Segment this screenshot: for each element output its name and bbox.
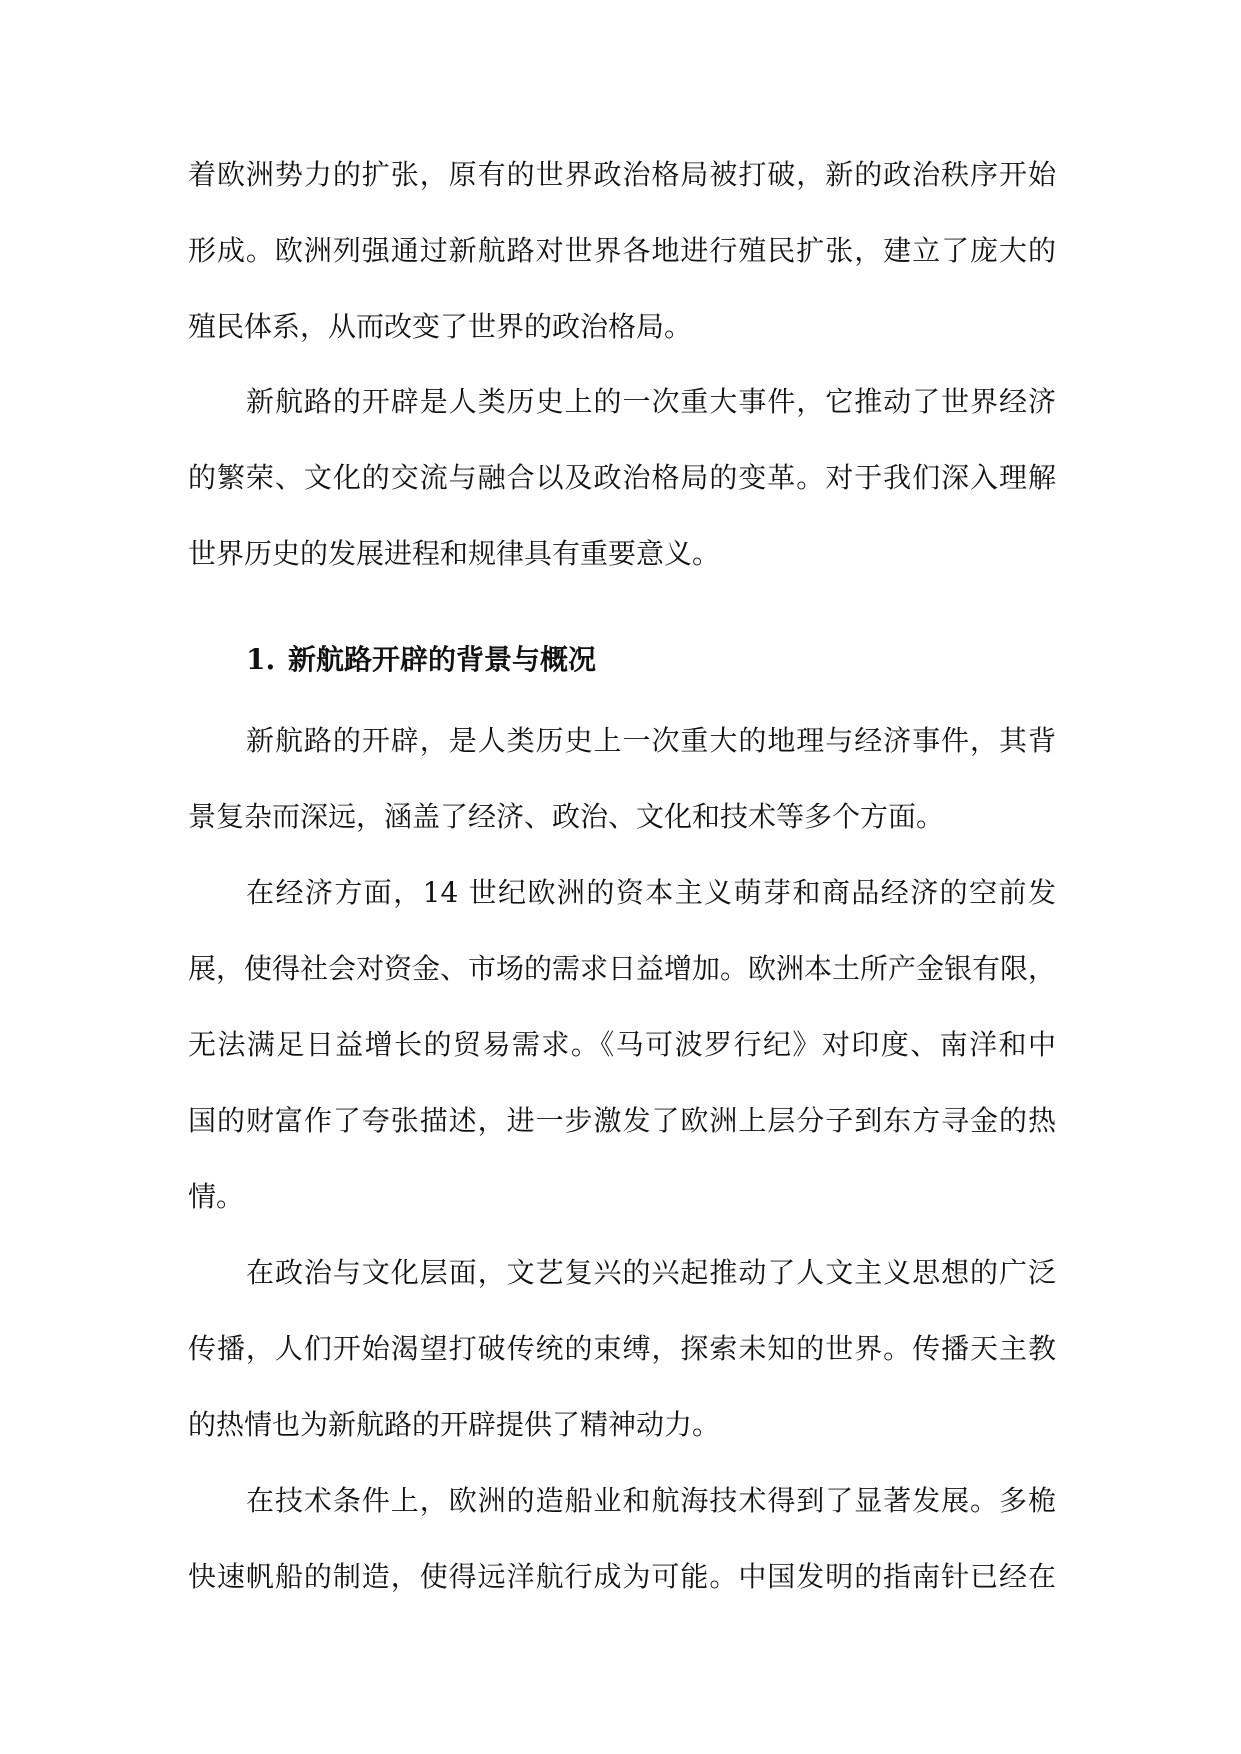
- paragraph-line: 新航路的开辟是人类历史上的一次重大事件，它推动了世界经济: [246, 385, 1056, 418]
- paragraph-line: 情。: [188, 1180, 245, 1213]
- paragraph-line: 景复杂而深远，涵盖了经济、政治、文化和技术等多个方面。: [188, 800, 945, 833]
- paragraph-line: 在技术条件上，欧洲的造船业和航海技术得到了显著发展。多桅: [246, 1484, 1056, 1517]
- paragraph-line: 在经济方面，14 世纪欧洲的资本主义萌芽和商品经济的空前发: [246, 876, 1056, 909]
- section-heading-text: 新航路开辟的背景与概况: [288, 643, 597, 676]
- section-heading-number: 1.: [246, 643, 276, 676]
- paragraph-line: 国的财富作了夸张描述，进一步激发了欧洲上层分子到东方寻金的热: [188, 1104, 1056, 1137]
- paragraph-line: 在政治与文化层面，文艺复兴的兴起推动了人文主义思想的广泛: [246, 1256, 1056, 1289]
- paragraph-line: 无法满足日益增长的贸易需求。《马可波罗行纪》对印度、南洋和中: [188, 1028, 1056, 1061]
- paragraph-line: 的繁荣、文化的交流与融合以及政治格局的变革。对于我们深入理解: [188, 461, 1056, 494]
- paragraph-line: 形成。欧洲列强通过新航路对世界各地进行殖民扩张，建立了庞大的: [188, 234, 1056, 267]
- paragraph-line: 新航路的开辟，是人类历史上一次重大的地理与经济事件，其背: [246, 724, 1056, 757]
- paragraph-line: 殖民体系，从而改变了世界的政治格局。: [188, 310, 693, 343]
- paragraph-line: 世界历史的发展进程和规律具有重要意义。: [188, 537, 721, 570]
- paragraph-line: 快速帆船的制造，使得远洋航行成为可能。中国发明的指南针已经在: [188, 1560, 1056, 1593]
- paragraph-line: 着欧洲势力的扩张，原有的世界政治格局被打破，新的政治秩序开始: [188, 158, 1056, 191]
- paragraph-line: 展，使得社会对资金、市场的需求日益增加。欧洲本土所产金银有限，: [188, 952, 1057, 985]
- paragraph-line: 的热情也为新航路的开辟提供了精神动力。: [188, 1408, 721, 1441]
- paragraph-line: 传播，人们开始渴望打破传统的束缚，探索未知的世界。传播天主教: [188, 1332, 1056, 1365]
- section-heading: [246, 635, 596, 685]
